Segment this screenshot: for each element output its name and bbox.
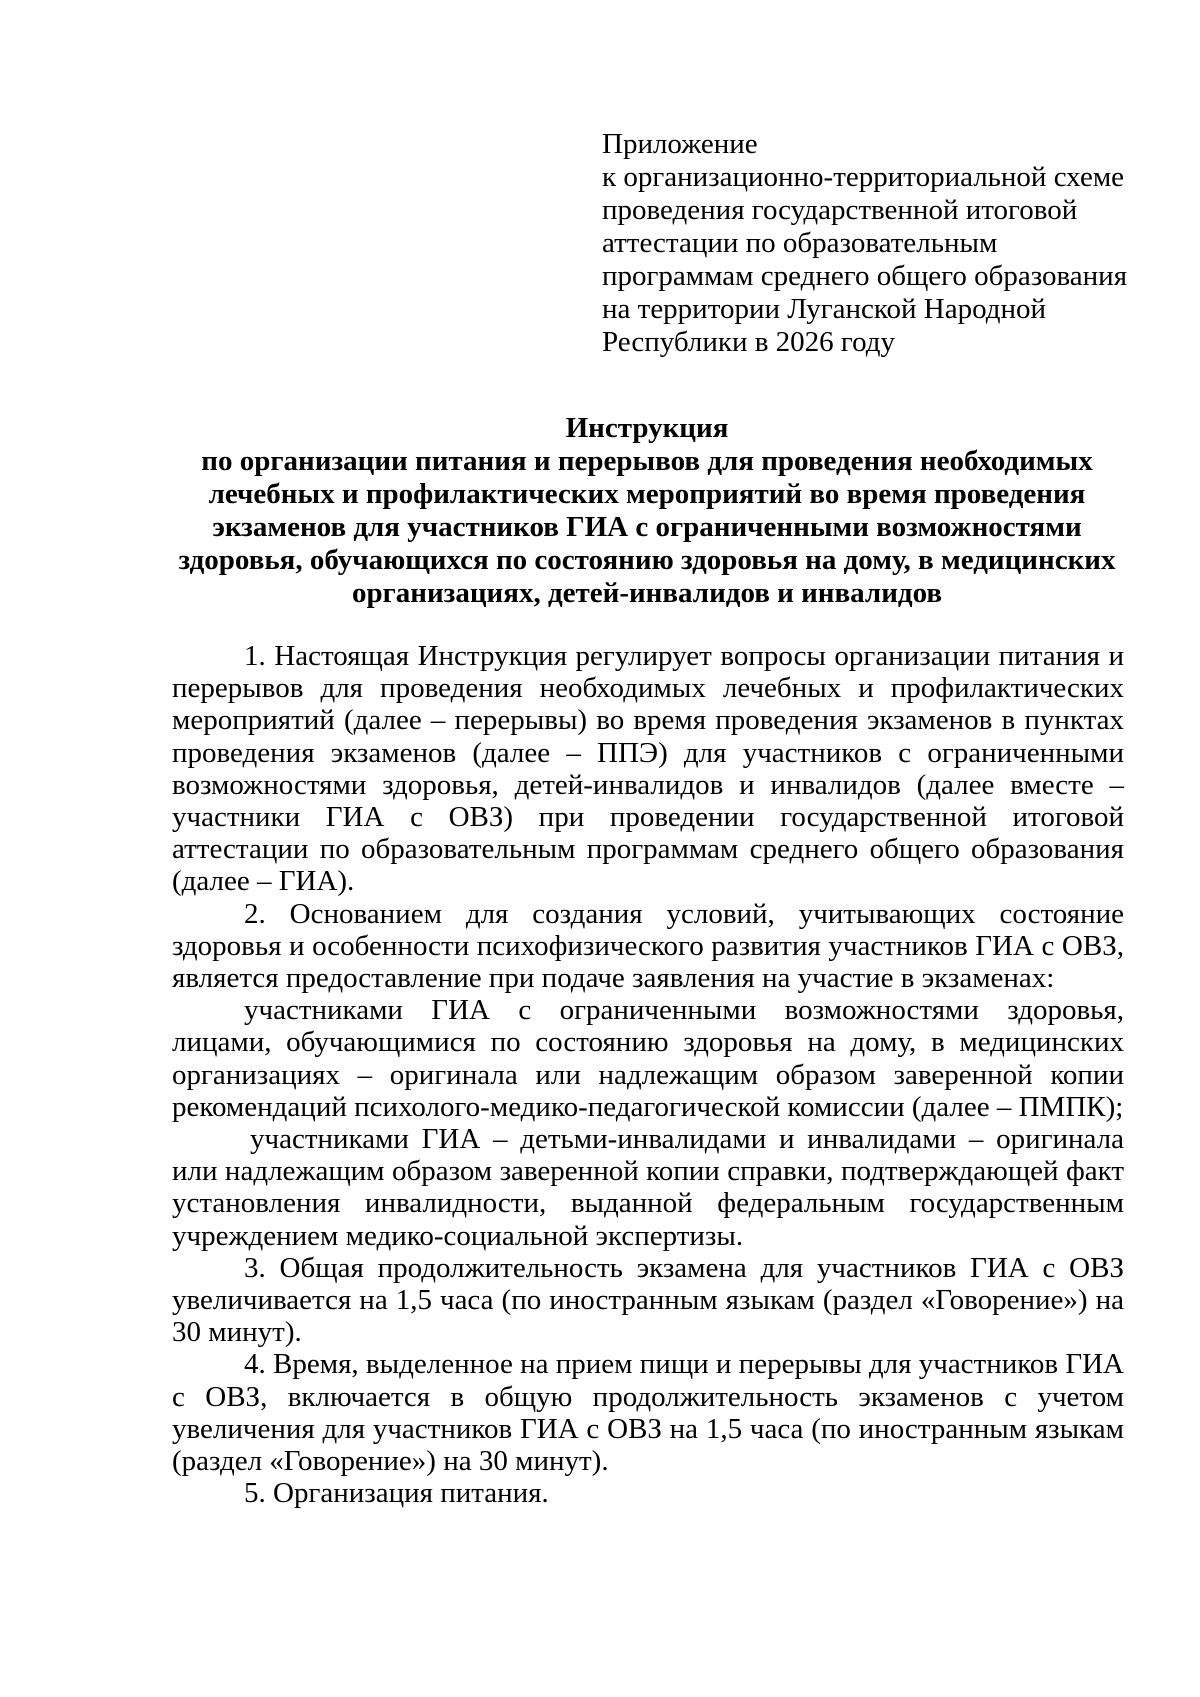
appendix-line: проведения государственной итоговой	[602, 194, 1078, 226]
paragraph-3: 3. Общая продолжительность экзамена для участников ГИА с ОВЗ увеличивается на 1,5 часа (по иностранным языкам (раздел «Говорение») на 30 минут).	[172, 1251, 1124, 1349]
document-body	[172, 640, 1124, 1509]
appendix-note	[602, 128, 1128, 359]
paragraph-1: 1. Настоящая Инструкция регулирует вопросы организации питания и перерывов для проведения необходимых лечебных и профилактических мероприятий (далее – перерывы) во время проведения экзаменов в пунктах проведения экзаменов (далее – ППЭ) для участников с ограниченными возможностями здоровья, детей-инвалидов и инвалидов (далее вместе – участники ГИА с ОВЗ) при проведении государственной итоговой аттестации по образовательным программам среднего общего образования (далее – ГИА).	[172, 640, 1124, 898]
title-line: организациях, детей-инвалидов и инвалидов	[351, 577, 943, 609]
title-heading: Инструкция	[565, 412, 729, 444]
paragraph-2: 2. Основанием для создания условий, учитывающих состояние здоровья и особенности психофизического развития участников ГИА с ОВЗ, является предоставление при подаче заявления на участие в экзаменах:	[172, 897, 1124, 995]
paragraph-2-item-a: участниками ГИА с ограниченными возможностями здоровья, лицами, обучающимися по состоянию здоровья на дому, в медицинских организациях – оригинала или надлежащим образом заверенной копии рекомендаций психолого-медико-педагогической комиссии (далее – ПМПК);	[172, 994, 1124, 1123]
paragraph-5: 5. Организация питания.	[244, 1477, 549, 1510]
appendix-line: на территории Луганской Народной	[602, 293, 1047, 325]
paragraph-4: 4. Время, выделенное на прием пищи и перерывы для участников ГИА с ОВЗ, включается в общую продолжительность экзаменов с учетом увеличения для участников ГИА с ОВЗ на 1,5 часа (по иностранным языкам (раздел «Говорение») на 30 минут).	[172, 1348, 1124, 1478]
document-title	[160, 412, 1134, 610]
title-line: по организации питания и перерывов для проведения необходимых	[201, 445, 1093, 477]
appendix-line: программам среднего общего образования	[602, 260, 1128, 292]
appendix-line: Республики в 2026 году	[602, 326, 896, 358]
title-line: экзаменов для участников ГИА с ограниченными возможностями	[212, 511, 1082, 543]
paragraph-2-item-b: участниками ГИА – детьми-инвалидами и инвалидами – оригинала или надлежащим образом заверенной копии справки, подтверждающей факт установления инвалидности, выданной федеральным государственным учреждением медико-социальной экспертизы.	[172, 1123, 1124, 1252]
appendix-line: Приложение	[602, 128, 758, 160]
appendix-line: аттестации по образовательным	[602, 227, 998, 259]
title-line: лечебных и профилактических мероприятий во время проведения	[208, 478, 1086, 510]
appendix-line: к организационно-территориальной схеме	[602, 161, 1125, 193]
title-line: здоровья, обучающихся по состоянию здоровья на дому, в медицинских	[178, 544, 1116, 576]
